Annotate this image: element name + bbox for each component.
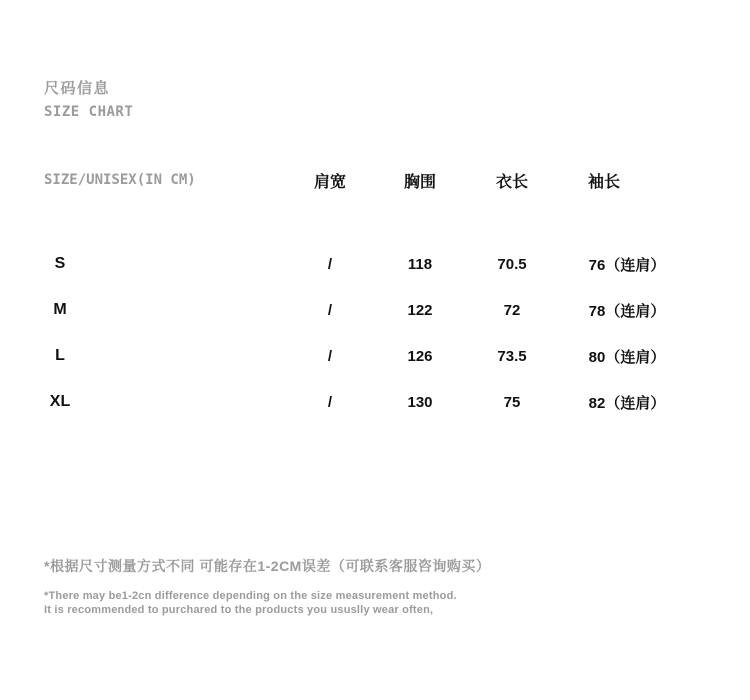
chest-value: 122 — [407, 301, 433, 319]
length-value: 75 — [503, 393, 521, 411]
shoulder-value: / — [327, 393, 333, 411]
length-value: 70.5 — [497, 255, 527, 273]
section-title-en: SIZE CHART — [44, 104, 134, 120]
shoulder-value: / — [327, 301, 333, 319]
table-row-xl — [0, 379, 750, 425]
column-header-sleeve: 袖长 — [588, 173, 621, 191]
table-row-l — [0, 333, 750, 379]
length-value: 73.5 — [497, 347, 527, 365]
size-label: S — [54, 255, 66, 272]
tolerance-note-en — [44, 589, 457, 617]
table-row-s — [0, 241, 750, 287]
chest-value: 126 — [407, 347, 433, 365]
chest-value: 118 — [407, 255, 433, 273]
sleeve-value: 78（连肩） — [588, 302, 666, 320]
shoulder-value: / — [327, 347, 333, 365]
table-header-gap — [0, 200, 750, 241]
chest-value: 130 — [407, 393, 433, 411]
tolerance-note-en-line2: It is recommended to purchared to the products you ususlly wear often, — [44, 604, 434, 616]
size-label: XL — [49, 393, 71, 410]
size-label: M — [53, 301, 67, 318]
shoulder-value: / — [327, 255, 333, 273]
section-heading — [44, 80, 133, 120]
size-chart-table — [0, 160, 750, 425]
column-header-length: 衣长 — [495, 173, 528, 191]
section-title-zh: 尺码信息 — [44, 80, 111, 97]
table-header-row — [0, 160, 750, 200]
sleeve-value: 82（连肩） — [588, 394, 666, 412]
size-label: L — [55, 347, 65, 364]
tolerance-note-en-line1: *There may be1-2cn difference depending on the size measurement method. — [44, 590, 457, 602]
sleeve-value: 80（连肩） — [588, 348, 666, 366]
tolerance-note-zh: *根据尺寸测量方式不同 可能存在1-2CM误差（可联系客服咨询购买） — [44, 558, 491, 574]
length-value: 72 — [503, 301, 521, 319]
table-row-m — [0, 287, 750, 333]
column-header-size: SIZE/UNISEX(IN CM) — [44, 172, 196, 188]
sleeve-value: 76（连肩） — [588, 256, 666, 274]
column-header-shoulder: 肩宽 — [313, 173, 346, 191]
column-header-chest: 胸围 — [403, 173, 436, 191]
